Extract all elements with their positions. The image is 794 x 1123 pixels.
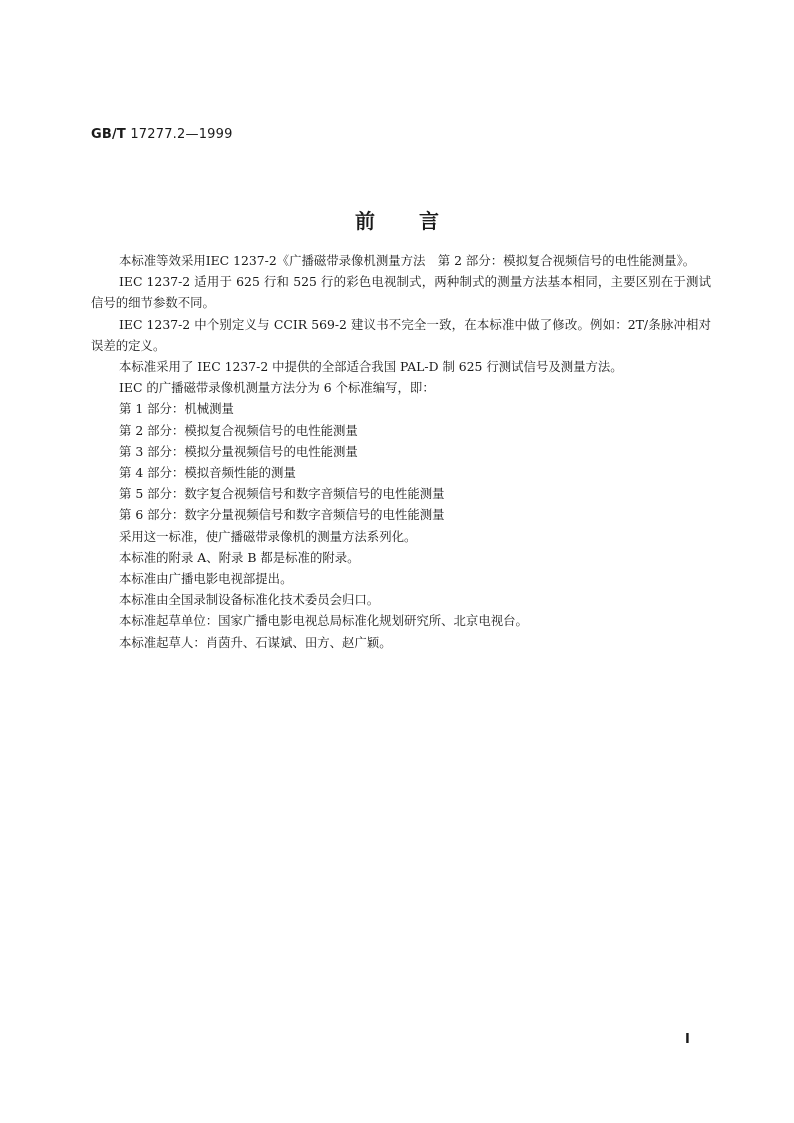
list-item: 第 3 部分：模拟分量视频信号的电性能测量 [119,443,358,459]
list-item: 第 2 部分：模拟复合视频信号的电性能测量 [119,422,358,438]
standard-code-prefix: GB/T [91,127,126,142]
paragraph: 本标准起草人：肖茵升、石谋斌、田方、赵广颖。 [119,634,392,650]
paragraph: 本标准的附录 A、附录 B 都是标准的附录。 [119,549,360,565]
paragraph: IEC 的广播磁带录像机测量方法分为 6 个标准编写，即： [119,380,435,396]
paragraph: 本标准起草单位：国家广播电影电视总局标准化规划研究所、北京电视台。 [119,613,528,629]
list-item: 第 1 部分：机械测量 [119,401,234,417]
paragraph: 本标准采用了 IEC 1237-2 中提供的全部适合我国 PAL-D 制 625 行测试信号及测量方法。 [119,359,623,375]
standard-code-number: 17277.2—1999 [126,127,233,142]
page-number: I [685,1032,690,1047]
list-item: 第 4 部分：模拟音频性能的测量 [119,465,296,481]
paragraph: IEC 1237-2 中个别定义与 CCIR 569-2 建议书不完全一致，在本标准中做了修改。例如：2T/条脉冲相对误差的定义。 [91,316,711,353]
list-item: 第 6 部分：数字分量视频信号和数字音频信号的电性能测量 [119,507,445,523]
body-text [91,250,711,653]
standard-code [91,127,233,142]
paragraph: 采用这一标准，使广播磁带录像机的测量方法系列化。 [119,528,417,544]
paragraph: 本标准等效采用IEC 1237-2《广播磁带录像机测量方法 第 2 部分：模拟复合视频信号的电性能测量》。 [119,253,696,268]
page-title: 前言 [355,209,483,233]
paragraph: IEC 1237-2 适用于 625 行和 525 行的彩色电视制式，两种制式的测量方法基本相同，主要区别在于测试信号的细节参数不同。 [91,274,711,311]
paragraph: 本标准由广播电影电视部提出。 [119,571,293,587]
paragraph: 本标准由全国录制设备标准化技术委员会归口。 [119,592,380,608]
list-item: 第 5 部分：数字复合视频信号和数字音频信号的电性能测量 [119,486,445,502]
